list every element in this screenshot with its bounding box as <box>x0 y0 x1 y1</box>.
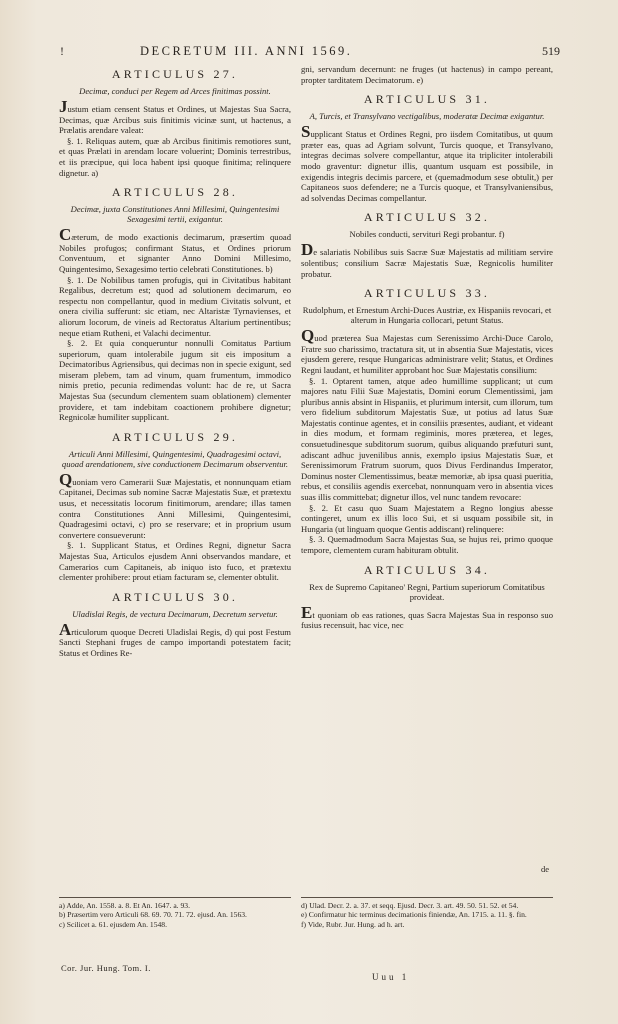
article-30-heading: ARTICULUS 30. <box>111 589 239 604</box>
paragraph: rticulorum quoque Decreti Uladislai Regis, d) qui post Festum Sancti Stephani fruges de campo importandi potestatem facit; Status et Ordines Re- <box>59 626 291 658</box>
drop-initial: C <box>59 225 72 245</box>
article-29-title: Articuli Anni Millesimi, Quingentesimi, Quadragesimi octavi, quoad arendationem, sive conductionem Decimarum observentur. <box>61 448 289 469</box>
catchword: de <box>541 864 550 874</box>
drop-initial: D <box>301 240 314 260</box>
article-31-heading: ARTICULUS 31. <box>363 92 491 107</box>
article-30-text <box>59 619 291 659</box>
right-column <box>301 64 553 631</box>
article-30-continuation <box>301 64 553 85</box>
article-33-text <box>301 326 553 555</box>
paragraph: t quoniam ob eas rationes, quas Sacra Majestas Sua in responso suo fusius recensuit, hac vice, nec <box>301 609 553 631</box>
article-27-heading: ARTICULUS 27. <box>111 67 239 81</box>
paragraph: §. 2. Et quia conqueruntur nonnulli Comitatus Partium superiorum, quam intolerabile jugum sit eis impositum a Decimatoribus Agriensibus, qui decimas non in specie exigunt, sed miseram plebem, tam ad vinum, quam frumentum, immodico nimis pretio, pecunia redimendas volunt: hac de re, ut Sacra Majestas Sua (secundum clementem suam oblationem) clementer providere, et tam indebitam coactionem prohibere dignetur; Regnicolæ humiliter supplicant. <box>59 338 291 423</box>
paragraph: §. 1. De Nobilibus tamen profugis, qui in Civitatibus habitant Regalibus, decretum est; quod ad solutionem decimarum, eo respectu non compellantur, quod in medium Civitatis solvunt, et onera civilia sufferunt: sic etiam, nec Altaristæ Tyrnavienses, et aliorum locorum, de vineis ad Rectoratus Altarium pertinentibus; neque etiam Rutheni, et Valachi decimentur. <box>59 274 291 338</box>
article-28-text <box>59 225 291 423</box>
article-28-title: Decimæ, juxta Constitutiones Anni Millesimi, Quingentesimi Sexagesimi tertii, exigantur. <box>70 204 280 225</box>
running-head-mark: ! <box>60 44 64 58</box>
article-31-title: A, Turcis, et Transylvano vectigalibus, moderatæ Decimæ exigantur. <box>309 111 545 122</box>
article-27-text <box>59 97 291 178</box>
paragraph: gni, servandum decernunt: ne fruges (ut hactenus) in campo pereant, propter tarditatem Decimatorum. e) <box>301 64 553 85</box>
article-29-heading: ARTICULUS 29. <box>111 429 239 444</box>
left-column <box>59 64 291 659</box>
paragraph: §. 1. Reliquas autem, quæ ab Arcibus finitimis remotiores sunt, et quas Prælati in arendam locare voluerint; Dominis terrestribus, et iis præcipue, qui loca habent ipsi quoque finitima; relinquere dignetur. a) <box>59 135 291 178</box>
footnote: f) Vide, Rubr. Jur. Hung. ad h. art. <box>301 919 405 929</box>
article-27-title: Decimæ, conduci per Regem ad Arces finitimas possint. <box>79 86 271 96</box>
footnote: c) Scilicet a. 61. ejusdem An. 1548. <box>59 919 167 929</box>
article-33-heading: ARTICULUS 33. <box>363 286 491 301</box>
running-head <box>60 44 560 60</box>
drop-initial: Q <box>301 326 315 346</box>
drop-initial: S <box>301 122 311 142</box>
running-head-title: DECRETUM III. ANNI 1569. <box>140 44 353 58</box>
article-32-text <box>301 240 553 279</box>
footnote: d) Ulad. Decr. 2. a. 37. et seqq. Ejusd. Decr. 3. art. 49. 50. 51. 52. et 54. <box>301 901 519 910</box>
drop-initial: Q <box>59 469 73 489</box>
footer-title: Cor. Jur. Hung. Tom. I. <box>61 963 151 973</box>
article-33-title: Rudolphum, et Ernestum Archi-Duces Austriæ, ex Hispaniis revocari, et alterum in Hungaria collocari, petunt Status. <box>302 305 552 326</box>
paragraph: uoniam vero Camerarii Suæ Majestatis, et nonnunquam etiam Capitanei, Decimas sub nomine Sacræ Majestatis Suæ, et prætextu usus, et necessitatis locorum finitimorum, arendare; illas tamen contra Constitutiones Anni Millesimi, Quingentesimi, Quadragesimi octavi, c) pro se reservare; et in proprium usum convertere consueverunt: <box>59 476 291 540</box>
footnote: a) Adde, An. 1558. a. 8. Et An. 1647. a. 93. <box>59 901 190 910</box>
drop-initial: J <box>59 97 68 116</box>
article-32-heading: ARTICULUS 32. <box>363 210 491 225</box>
footnotes-right <box>301 901 553 929</box>
footnote: e) Confirmatur hic terminus decimationis finiendæ, An. 1715. a. 11. §. fin. <box>301 910 527 920</box>
paragraph: §. 1. Optarent tamen, atque adeo humillime supplicant; ut cum majores natu Filii Suæ Majestatis, Domini eorum Clementissimi, jam pluribus annis absint in Hispaniis, et plurimum intersit, cum illorum, tum vero fidelium subditorum Majestatis Suæ, ut potius ad latus Suæ Majestatis continue agentes, et in consiliis præsentes, audiant, et videant in dies modum, et formam regiminis, mores præterea, et leges, consuetudinesque subditorum suorum, quibus aliquando præfuturi sunt, adiscant adhuc juvenilibus annis, exemplo ipsius Majestatis Suæ, et Serenissimorum Fratrum suorum, quos Divus Ferdinandus Imperator, Dominus noster Clementissimus, beatæ memoriæ, ab ipsa quasi pueritia, rebus, et consiliis agendis exercebat, nonnunquam vero in absentia vices suas illis committebat; dignetur illos, vel nunc tandem revocare: <box>301 375 553 503</box>
signature-mark: Uuu 1 <box>372 972 410 982</box>
footnote-rule-right <box>301 897 553 898</box>
article-31-text <box>301 122 553 203</box>
paragraph: e salariatis Nobilibus suis Sacræ Suæ Majestatis ad militiam servire solentibus; consilium Sacræ Majestatis Suæ, Regnicolis humiliter probatur. <box>301 247 553 279</box>
footnote-rule-left <box>59 897 291 898</box>
paragraph: §. 2. Et casu quo Suam Majestatem a Regno longius abesse contingeret, unum ex illis loco Sui, et si usquam possibile sit, in Hungaria (ut linguam quoque Gentis addiscant) relinquere: <box>301 502 553 534</box>
drop-initial: A <box>59 619 72 639</box>
article-29-text <box>59 469 291 583</box>
paragraph: upplicant Status et Ordines Regni, pro iisdem Comitatibus, ut quum præter eas, quas ad Agriam solvunt, Turcis quoque, et Transylvano, integras decimas solvere compellantur, atque ita tripliciter intolerabili modo graventur: dignetur illis, quantum usquam est possibile, in exigendis integris decimis parcere, et (quemadmodum sese obtulit,) per Capitaneos suos defendere; ne a Turcis quoque, et Transylvaniensibus, ad solvendas Decimas compellantur. <box>301 129 553 203</box>
article-34-heading: ARTICULUS 34. <box>363 562 491 577</box>
article-30-title: Uladislai Regis, de vectura Decimarum, Decretum servetur. <box>72 608 278 619</box>
article-32-title: Nobiles conducti, servituri Regi probantur. f) <box>349 229 505 240</box>
paragraph: æterum, de modo exactionis decimarum, præsertim quoad Nobiles profugos; confirmant Status, et Ordines priorum Conventuum, et signanter Anno Domini Millesimo, Quingentesimo, Sexagesimo tertio celebrati Constitutiones. b) <box>59 232 291 274</box>
page-number: 519 <box>542 44 560 58</box>
article-34-title: Rex de Supremo Capitaneo' Regni, Partium superiorum Comitatibus provideat. <box>309 581 545 602</box>
drop-initial: E <box>301 602 313 622</box>
paragraph: ustum etiam censent Status et Ordines, ut Majestas Sua Sacra, Decimas, quæ Arcibus suis finitimis vicinæ sunt, ut hactenus, a Prælatis arendare valeat: <box>59 104 291 136</box>
footnotes-left <box>59 901 291 929</box>
article-34-text <box>301 602 553 631</box>
article-28-heading: ARTICULUS 28. <box>111 185 239 200</box>
footnote: b) Præsertim vero Articuli 68. 69. 70. 71. 72. ejusd. An. 1563. <box>59 910 247 920</box>
paragraph: §. 1. Supplicant Status, et Ordines Regni, dignetur Sacra Majestas Sua, Articulos ejusdem Anni observandos mandare, et Camerarios cum Capitaneis, ab iniquo isto fuco, et prætextu clementer prohibere: prout etiam facturam se, clementer obtulit. <box>59 540 291 583</box>
paragraph: uod præterea Sua Majestas cum Serenissimo Archi-Duce Carolo, Fratre suo charissimo, tractatura sit, ut in absentia Suæ Majestatis, vices ejusdem gerere, resque Hungaricas administrare velit; Status, et Ordines Regni laudant, et humiliter approbant hoc Suæ Majestatis consilium: <box>301 333 553 375</box>
paragraph: §. 3. Quemadmodum Sacra Majestas Sua, se hujus rei, primo quoque tempore, clementem curam habituram obtulit. <box>301 534 553 555</box>
